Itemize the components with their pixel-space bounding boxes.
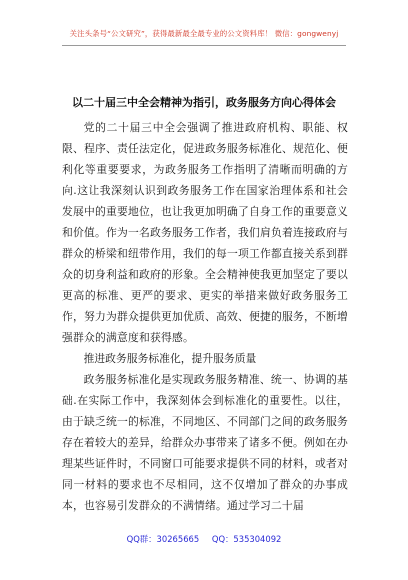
- document-title: 以二十届三中全会精神为指引，政务服务方向心得体会: [72, 96, 336, 109]
- header-banner: 关注头条号“公文研究”，获得最新最全最专业的公文资料库！ 微信：gongwenyj: [69, 29, 339, 38]
- body-paragraph-2: 政务服务标准化是实现政务服务精准、统一、协调的基础.在实际工作中，我深刻体会到标准化的重要性。以往，由于缺乏统一的标准，不同地区、不同部门之间的政务服务存在着较大的差异，给群众办事带来了诸多不便。例如在办理某些证件时，不同窗口可能要求提供不同的材料，或者对同一材料的要求也不尽相同，这不仅增加了群众的办事成本，也容易引发群众的不满情绪。通过学习二十届: [62, 373, 348, 512]
- footer-contact: QQ群：30265665 QQ：535304092: [126, 534, 282, 544]
- section-heading: 推进政务服务标准化，提升服务质量: [83, 352, 257, 365]
- header-divider: [62, 45, 346, 46]
- document-body: [62, 117, 348, 516]
- body-paragraph-1: 党的二十届三中全会强调了推进政府机构、职能、权限、程序、责任法定化，促进政务服务标准化、规范化、便利化等重要要求，为政务服务工作指明了清晰而明确的方向.这让我深刻认识到政务服务工作在国家治理体系和社会发展中的重要地位，也让我更加明确了自身工作的重要意义和价值。作为一名政务服务工作者，我们肩负着连接政府与群众的桥梁和纽带作用，我们的每一项工作都直接关系到群众的切身利益和政府的形象。全会精神使我更加坚定了要以更高的标准、更严的要求、更实的举措来做好政务服务工作，努力为群众提供更加优质、高效、便捷的服务，不断增强群众的满意度和获得感。: [62, 121, 348, 344]
